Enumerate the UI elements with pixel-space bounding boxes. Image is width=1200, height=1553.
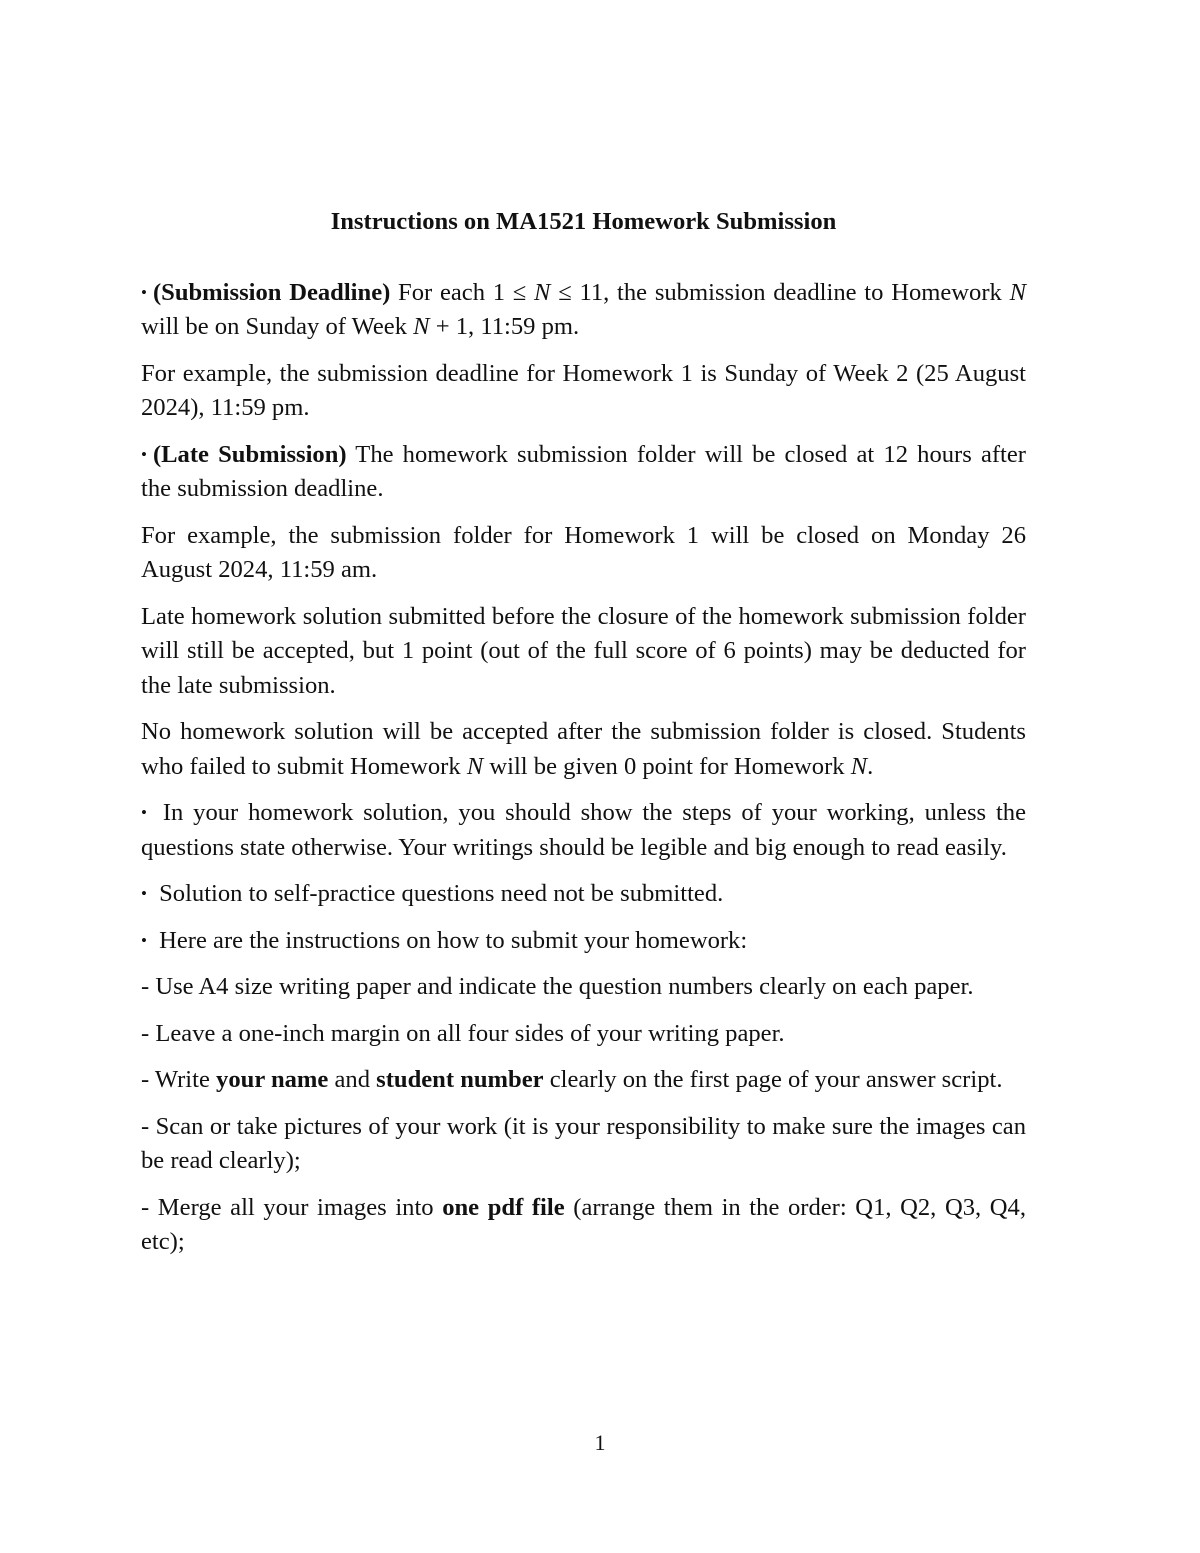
math-variable: N — [466, 752, 484, 780]
bullet-icon: • — [141, 803, 147, 822]
bullet-icon: • — [141, 884, 147, 903]
math-variable: N — [850, 752, 868, 780]
text-run: + 1, 11:59 pm. — [429, 313, 580, 340]
math-variable: N — [1009, 278, 1026, 306]
text-run: ≤ 11, the submission deadline to Homework — [550, 278, 1010, 306]
deadline-label: (Submission Deadline) — [152, 278, 391, 306]
page-number: 1 — [594, 1430, 606, 1455]
math-variable: N — [413, 313, 430, 340]
deadline-paragraph — [141, 276, 1026, 345]
emphasis-student-number: student number — [376, 1066, 544, 1093]
text-run: (arrange them in the order: Q1, Q2, Q3, Q4, etc); — [141, 1193, 1026, 1255]
text-run: Here are the instructions on how to submit your homework: — [152, 926, 748, 954]
late-label: (Late Submission) — [152, 440, 347, 468]
bullet-icon: • — [141, 930, 147, 950]
math-variable: N — [534, 278, 551, 306]
step-merge — [141, 1191, 1026, 1260]
text-run: . — [867, 752, 874, 780]
text-run: - Write — [141, 1066, 217, 1093]
late-accept-paragraph: Late homework solution submitted before the closure of the homework submission folder will still be accepted, but 1 point (out of the full score of 6 points) may be deducted for the late submission. — [141, 602, 1026, 699]
step-name-number — [141, 1063, 1026, 1098]
text-run: clearly on the first page of your answer script. — [543, 1066, 1003, 1093]
text-run: - Merge all your images into — [141, 1193, 443, 1221]
how-to-paragraph — [141, 924, 1026, 959]
text-run: and — [328, 1066, 377, 1093]
text-run: For each 1 ≤ — [390, 278, 535, 306]
text-run: will be given 0 point for Homework — [483, 752, 851, 780]
text-run: No homework solution will be accepted after the submission folder is closed. Students who failed to submit Homework — [141, 718, 1026, 780]
late-paragraph — [141, 438, 1026, 507]
step-scan: - Scan or take pictures of your work (it is your responsibility to make sure the images can be read clearly); — [141, 1112, 1026, 1174]
text-run: Solution to self-practice questions need not be submitted. — [152, 880, 724, 907]
step-a4-paper: - Use A4 size writing paper and indicate the question numbers clearly on each paper. — [141, 973, 974, 1000]
text-run: In your homework solution, you should show the steps of your working, unless the questions state otherwise. Your writings should be legible and big enough to read easily. — [141, 799, 1026, 861]
text-run: The homework submission folder will be closed at 12 hours after the submission deadline. — [141, 440, 1026, 502]
document-title: Instructions on MA1521 Homework Submission — [330, 208, 837, 235]
emphasis-your-name: your name — [216, 1066, 329, 1093]
document-body — [141, 205, 1026, 1272]
late-example-paragraph: For example, the submission folder for Homework 1 will be closed on Monday 26 August 2024, 11:59 am. — [141, 521, 1026, 583]
self-practice-paragraph — [141, 877, 1026, 912]
working-paragraph — [141, 796, 1026, 865]
step-margin: - Leave a one-inch margin on all four sides of your writing paper. — [141, 1019, 785, 1047]
text-run: will be on Sunday of Week — [141, 313, 414, 340]
emphasis-one-pdf-file: one pdf file — [442, 1193, 565, 1221]
deadline-example-paragraph: For example, the submission deadline for Homework 1 is Sunday of Week 2 (25 August 2024), 11:59 pm. — [141, 359, 1026, 421]
bullet-icon: • — [141, 444, 147, 464]
no-accept-paragraph — [141, 715, 1026, 784]
bullet-icon: • — [141, 282, 147, 302]
